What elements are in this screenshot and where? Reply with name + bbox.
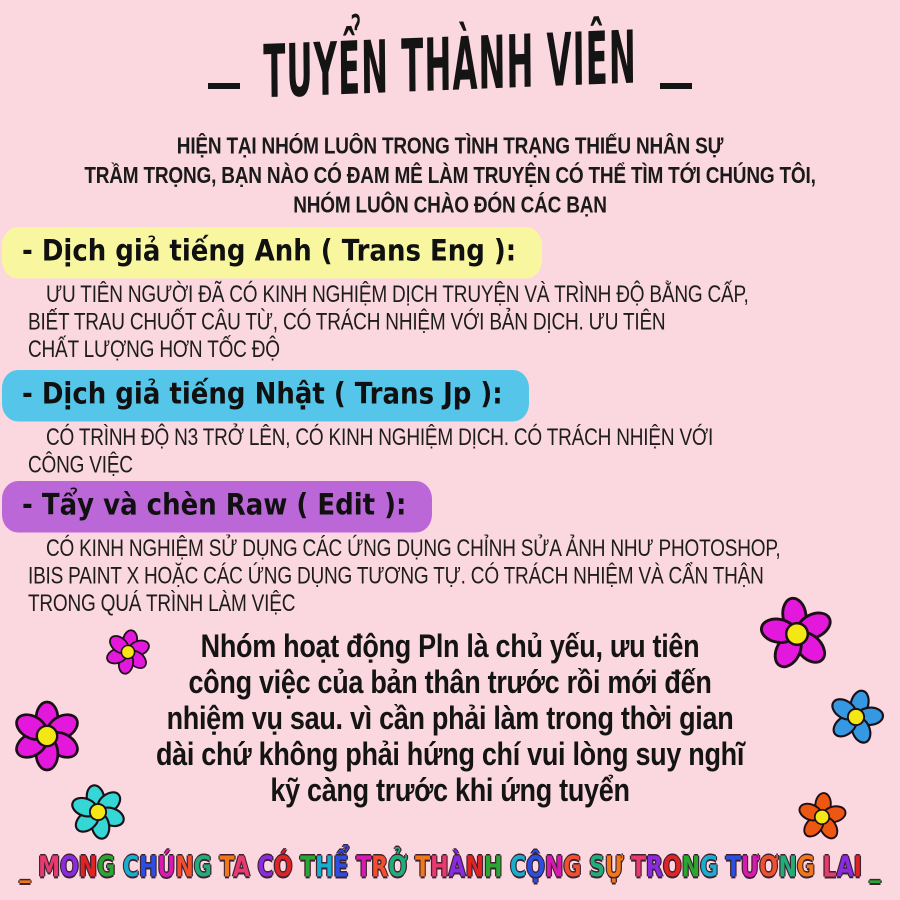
rainbow-letter: G (97, 852, 116, 885)
text-line: IBIS PAINT X HOẶC CÁC ỨNG DỤNG TƯƠNG TỰ. CÓ TRÁCH NHIỆM VÀ CẨN THẬN (28, 563, 764, 590)
text-line: ƯU TIÊN NGƯỜI ĐÃ CÓ KINH NGHIỆM DỊCH TRUYỆN VÀ TRÌNH ĐỘ BẰNG CẤP, (46, 282, 749, 309)
rainbow-letter: T (630, 852, 646, 885)
page-title (0, 14, 900, 138)
rainbow-letter (581, 852, 589, 885)
rainbow-letter: O (60, 852, 79, 885)
rainbow-letter: H (315, 852, 334, 885)
rainbow-letter: À (448, 852, 466, 885)
text-line: CÓ TRÌNH ĐỘ N3 TRỞ LÊN, CÓ KINH NGHIỆM DỊCH. CÓ TRÁCH NHIỆN VỚI (46, 425, 714, 452)
rainbow-letter: N (78, 852, 98, 885)
rainbow-letter (115, 852, 123, 885)
rainbow-letter: Ự (604, 852, 624, 885)
rainbow-letter: L (822, 852, 837, 885)
page-title-text: TUYỂN THÀNH VIÊN (262, 14, 638, 115)
rainbow-letter (815, 852, 823, 885)
rainbow-letter: Ú (157, 852, 176, 885)
rainbow-letter: _ (19, 852, 31, 885)
rainbow-letter: A (836, 852, 854, 885)
rainbow-letter: M (38, 852, 61, 885)
rainbow-letter: R (371, 852, 389, 885)
text-line: công việc của bản thân trước rồi mới đến (188, 664, 712, 700)
text-line: nhiệm vụ sau. vì cần phải làm trong thời gian (166, 700, 734, 736)
text-line: TRẦM TRỌNG, BẠN NÀO CÓ ĐAM MÊ LÀM TRUYỆN CÓ THỂ TÌM TỚI CHÚNG TÔI, (84, 163, 816, 190)
rainbow-letter (623, 852, 631, 885)
text-line: CÔNG VIỆC (28, 452, 133, 479)
rainbow-letter: _ (869, 852, 881, 885)
rainbow-letter: C (510, 852, 527, 885)
rainbow-letter: C (122, 852, 140, 885)
section-header-edit: - Tẩy và chèn Raw ( Edit ): (2, 481, 432, 533)
rainbow-letter: N (681, 852, 701, 885)
title-dash-right: _ (660, 16, 692, 90)
text-line: kỹ càng trước khi ứng tuyển (270, 772, 630, 808)
section-body-trans-eng (28, 282, 888, 365)
rainbow-letter: S (589, 852, 605, 885)
text-line: CÓ KINH NGHIỆM SỬ DỤNG CÁC ỨNG DỤNG CHỈNH SỬA ẢNH NHƯ PHOTOSHOP, (46, 536, 781, 563)
rainbow-letter (250, 852, 258, 885)
rainbow-letter: N (465, 852, 484, 885)
rainbow-letter (407, 852, 415, 885)
section-body-edit (28, 536, 888, 619)
section-body-trans-jp (28, 425, 888, 480)
rainbow-letter: T (356, 852, 372, 885)
text-line: TRONG QUÁ TRÌNH LÀM VIỆC (28, 591, 296, 618)
rainbow-letter: G (700, 852, 719, 885)
rainbow-letter (502, 852, 510, 885)
rainbow-letter: N (175, 852, 194, 885)
rainbow-letter: T (219, 852, 233, 885)
rainbow-letter: R (646, 852, 663, 885)
rainbow-letter: O (662, 852, 682, 885)
text-line: BIẾT TRAU CHUỐT CÂU TỪ, CÓ TRÁCH NHIỆM VỚI BẢN DỊCH. ƯU TIÊN (28, 309, 666, 336)
rainbow-letter (212, 852, 220, 885)
intro-text (0, 133, 900, 221)
rainbow-letter: Ộ (526, 852, 545, 885)
rainbow-letter: G (796, 852, 815, 885)
rainbow-letter: I (853, 852, 862, 885)
rainbow-letter (718, 852, 726, 885)
rainbow-letter: N (778, 852, 797, 885)
text-line: Nhóm hoạt động Pln là chủ yếu, ưu tiên (200, 628, 700, 664)
rainbow-letter: T (725, 852, 741, 885)
rainbow-letter: G (193, 852, 212, 885)
rainbow-letter: T (300, 852, 316, 885)
rainbow-letter: H (483, 852, 503, 885)
rainbow-letter: H (430, 852, 449, 885)
rainbow-letter (30, 852, 38, 885)
text-line: CHẤT LƯỢNG HƠN TỐC ĐỘ (28, 337, 280, 364)
rainbow-letter: H (139, 852, 158, 885)
rainbow-letter: Ể (333, 852, 349, 885)
text-line: HIỆN TẠI NHÓM LUÔN TRONG TÌNH TRẠNG THIẾU NHÂN SỰ (176, 134, 724, 160)
rainbow-letter (292, 852, 300, 885)
title-dash-left: _ (208, 16, 240, 90)
rainbow-letter: Ó (273, 852, 293, 885)
section-header-trans-eng: - Dịch giả tiếng Anh ( Trans Eng ): (2, 227, 542, 279)
rainbow-letter: T (415, 852, 431, 885)
rainbow-letter (862, 852, 870, 885)
text-line: dài chứ không phải hứng chí vui lòng suy nghĩ (155, 736, 745, 772)
rainbow-letter: N (544, 852, 564, 885)
rainbow-letter: Ơ (759, 852, 779, 885)
rainbow-letter: A (232, 852, 250, 885)
text-line: NHÓM LUÔN CHÀO ĐÓN CÁC BẠN (293, 192, 607, 219)
section-header-trans-jp: - Dịch giả tiếng Nhật ( Trans Jp ): (2, 370, 529, 422)
rainbow-letter: G (563, 852, 582, 885)
note-text (0, 628, 900, 808)
rainbow-letter: C (257, 852, 274, 885)
footer-rainbow-text (0, 852, 900, 885)
rainbow-letter: Ư (740, 852, 760, 885)
rainbow-letter: Ở (388, 852, 408, 885)
